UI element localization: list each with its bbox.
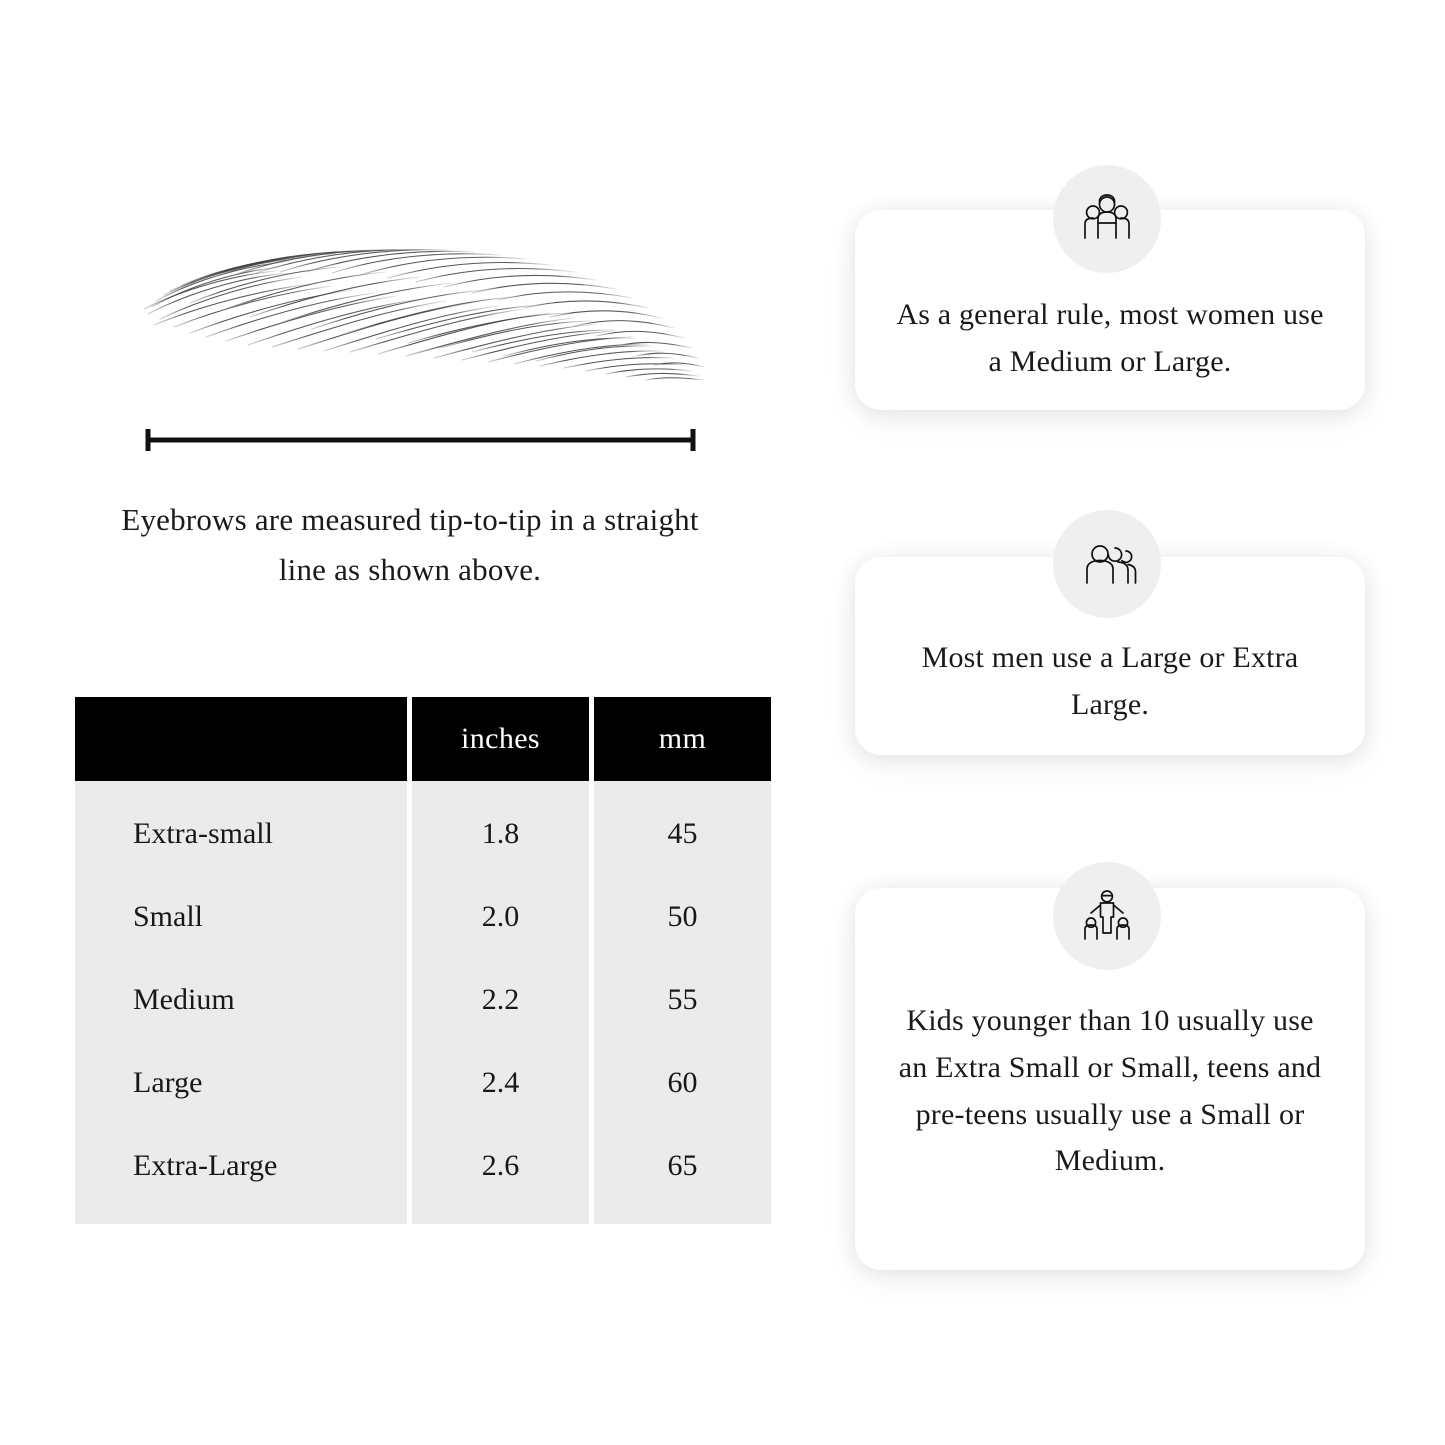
table-row — [75, 1124, 771, 1224]
size-table-head — [75, 697, 771, 781]
women-group-icon — [1053, 165, 1161, 273]
tip-to-tip-measure-bar — [143, 427, 698, 453]
size-table — [70, 697, 776, 1224]
cell-mm: 50 — [594, 875, 771, 958]
cell-inches: 2.6 — [412, 1124, 589, 1224]
column-header-size — [75, 697, 407, 781]
info-card-women-text: As a general rule, most women use a Medium or Large. — [896, 298, 1324, 378]
cell-size: Medium — [75, 958, 407, 1041]
men-group-icon — [1053, 510, 1161, 618]
cell-mm: 55 — [594, 958, 771, 1041]
cell-inches: 1.8 — [412, 781, 589, 875]
eyebrow-illustration-icon — [130, 215, 710, 390]
table-header-row — [75, 697, 771, 781]
cell-inches: 2.2 — [412, 958, 589, 1041]
cell-inches: 2.4 — [412, 1041, 589, 1124]
cell-size: Large — [75, 1041, 407, 1124]
cell-size: Extra-small — [75, 781, 407, 875]
cell-mm: 65 — [594, 1124, 771, 1224]
info-card-men-text: Most men use a Large or Extra Large. — [921, 641, 1299, 721]
table-row — [75, 875, 771, 958]
cell-mm: 45 — [594, 781, 771, 875]
table-row — [75, 1041, 771, 1124]
info-card-kids-text: Kids younger than 10 usually use an Extra Small or Small, teens and pre-teens usually use a Small or Medium. — [898, 1004, 1322, 1178]
table-row — [75, 781, 771, 875]
eyebrow-figure — [110, 215, 730, 465]
figure-caption: Eyebrows are measured tip-to-tip in a straight line as shown above. — [121, 502, 699, 588]
size-table-body — [75, 781, 771, 1224]
column-header-mm: mm — [594, 697, 771, 781]
cell-mm: 60 — [594, 1041, 771, 1124]
cell-size: Extra-Large — [75, 1124, 407, 1224]
cell-inches: 2.0 — [412, 875, 589, 958]
cell-size: Small — [75, 875, 407, 958]
table-row — [75, 958, 771, 1041]
kids-group-icon — [1053, 862, 1161, 970]
column-header-inches: inches — [412, 697, 589, 781]
